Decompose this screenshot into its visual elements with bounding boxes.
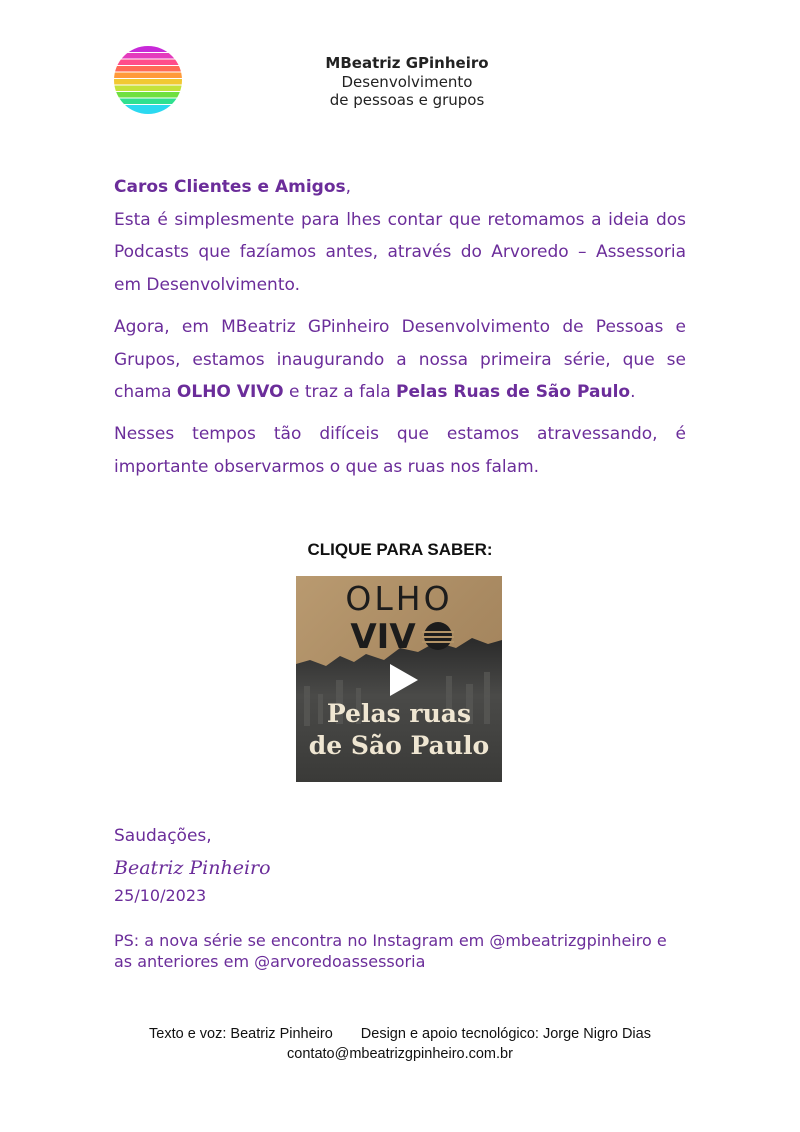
paragraph-2-text-e: . (630, 382, 636, 402)
contact-email[interactable]: contato@mbeatrizgpinheiro.com.br (287, 1046, 513, 1062)
letter-paragraph-2 (114, 311, 686, 409)
thumb-subtitle-line2: de São Paulo (308, 731, 490, 760)
paragraph-3-text: Nesses tempos tão difíceis que estamos atravessando, é importante observarmos o que as ruas nos falam. (114, 424, 686, 477)
thumb-title-olho: OLHO (345, 579, 453, 618)
cta-label: CLIQUE PARA SABER: (307, 540, 493, 559)
salutation: Caros Clientes e Amigos (114, 177, 346, 197)
footer (100, 1024, 700, 1064)
series-name: OLHO VIVO (176, 382, 284, 402)
letter-date: 25/10/2023 (114, 886, 207, 905)
closing-greeting: Saudações, (114, 826, 212, 846)
salutation-comma: , (345, 177, 352, 197)
letter-paragraph-1 (114, 171, 686, 301)
brand-tagline-line2: de pessoas e grupos (329, 91, 485, 109)
paragraph-2-text-c: e traz a fala (283, 382, 397, 402)
postscript-line1: PS: a nova série se encontra no Instagram em @mbeatrizgpinheiro e (114, 931, 667, 950)
thumb-title-vivo: VIV (350, 617, 416, 657)
paragraph-1-text: Esta é simplesmente para lhes contar que retomamos a ideia dos Podcasts que fazíamos antes, através do Arvoredo – Assessoria em Desenvolvimento. (114, 209, 686, 295)
paragraph-2-text-a: Agora, em MBeatriz GPinheiro Desenvolvimento de Pessoas e Grupos, estamos inaugurando a nossa primeira série, que se chama (114, 317, 686, 402)
brand-tagline-line1: Desenvolvimento (341, 73, 473, 91)
letter-paragraph-3 (114, 418, 686, 483)
brand-block (292, 54, 522, 109)
credit-voice: Texto e voz: Beatriz Pinheiro (149, 1026, 333, 1042)
postscript-line2: as anteriores em @arvoredoassessoria (114, 952, 426, 971)
episode-title: Pelas Ruas de São Paulo (396, 382, 631, 402)
brand-name: MBeatriz GPinheiro (325, 54, 489, 72)
thumb-subtitle-line1: Pelas ruas (326, 699, 472, 728)
rainbow-logo-icon (114, 46, 182, 114)
postscript (114, 930, 704, 972)
signature: Beatriz Pinheiro (114, 857, 271, 879)
podcast-thumbnail-link[interactable] (296, 576, 502, 782)
credit-design: Design e apoio tecnológico: Jorge Nigro Dias (360, 1026, 651, 1042)
